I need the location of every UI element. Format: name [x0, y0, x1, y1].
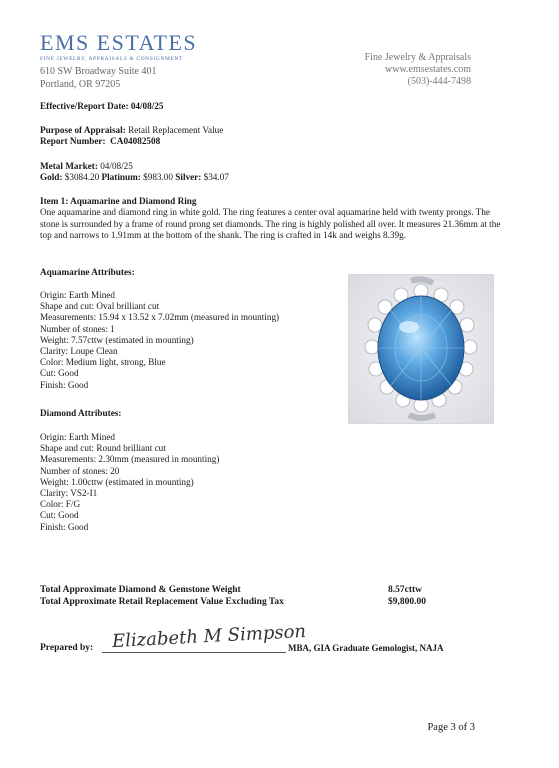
list-item: Number of stones: 1 — [40, 323, 115, 334]
list-item: Origin: Earth Mined — [40, 432, 116, 442]
total-value-value: $9,800.00 — [388, 597, 426, 607]
item-title: Item 1: Aquamarine and Diamond Ring — [40, 196, 197, 206]
ring-photo — [348, 274, 494, 424]
list-item: Number of stones: 20 — [40, 465, 120, 476]
metal-market: Metal Market: 04/08/25 — [40, 161, 133, 171]
list-item: Weight: 1.00cttw (estimated in mounting) — [40, 476, 194, 487]
list-item: Shape and cut: Oval brilliant cut — [40, 301, 160, 312]
metal-prices: Gold: $3084.20 Platinum: $983.00 Silver: $34.07 — [40, 172, 229, 182]
list-item: Finish: Good — [40, 521, 89, 532]
company-tagline: FINE JEWELRY, APPRAISALS & CONSIGNMENT — [40, 56, 183, 62]
list-item: Cut: Good — [40, 510, 79, 521]
list-item: Color: Medium light, strong, Blue — [40, 357, 166, 368]
list-item: Weight: 7.57cttw (estimated in mounting) — [40, 334, 194, 345]
list-item: Color: F/G — [40, 499, 81, 510]
ring-image — [349, 275, 493, 423]
list-item: Measurements: 15.94 x 13.52 x 7.02mm (measured in mounting) — [40, 312, 280, 323]
header-right-website: www.emsestates.com — [385, 64, 471, 75]
header-right-phone: (503)-444-7498 — [407, 76, 471, 87]
handwritten-signature: Elizabeth M Simpson — [111, 620, 307, 653]
list-item: Origin: Earth Mined — [40, 290, 116, 300]
address-line-2: Portland, OR 97205 — [40, 79, 121, 90]
list-item: Finish: Good — [40, 379, 89, 390]
company-logo-title: EMS ESTATES — [40, 30, 198, 55]
list-item: Measurements: 2.30mm (measured in mounting) — [40, 454, 220, 465]
aquamarine-attributes — [40, 290, 279, 391]
credentials: MBA, GIA Graduate Gemologist, NAJA — [288, 643, 444, 653]
address-line-1: 610 SW Broadway Suite 401 — [40, 66, 157, 77]
item-description: One aquamarine and diamond ring in white gold. The ring features a center oval aquamarine held with twenty prongs. The stone is surrounded by a frame of round prong set diamonds. The ring is highly polished all over. It measures 21.36mm at the top and narrows to 1.91mm at the bottom of the shank. The ring is crafted in 14k and weighs 8.39g. — [40, 207, 501, 240]
total-weight-value: 8.57cttw — [388, 585, 423, 595]
list-item: Shape and cut: Round brilliant cut — [40, 443, 166, 454]
signature-line — [102, 652, 286, 653]
prepared-by-label: Prepared by: — [40, 643, 94, 653]
list-item: Clarity: VS2-I1 — [40, 488, 98, 499]
diamond-heading: Diamond Attributes: — [40, 408, 122, 418]
effective-date: Effective/Report Date: 04/08/25 — [40, 101, 164, 111]
header-right-line-1: Fine Jewelry & Appraisals — [364, 52, 471, 63]
list-item: Clarity: Loupe Clean — [40, 346, 118, 357]
report-number: Report Number: CA04082508 — [40, 136, 161, 146]
diamond-attributes — [40, 432, 219, 533]
purpose-of-appraisal: Purpose of Appraisal: Retail Replacement Value — [40, 125, 224, 135]
page-number: Page 3 of 3 — [427, 722, 475, 733]
total-weight-label: Total Approximate Diamond & Gemstone Weight — [40, 585, 241, 595]
list-item: Cut: Good — [40, 368, 79, 379]
aquamarine-heading: Aquamarine Attributes: — [40, 267, 135, 277]
total-value-label: Total Approximate Retail Replacement Value Excluding Tax — [40, 597, 284, 607]
